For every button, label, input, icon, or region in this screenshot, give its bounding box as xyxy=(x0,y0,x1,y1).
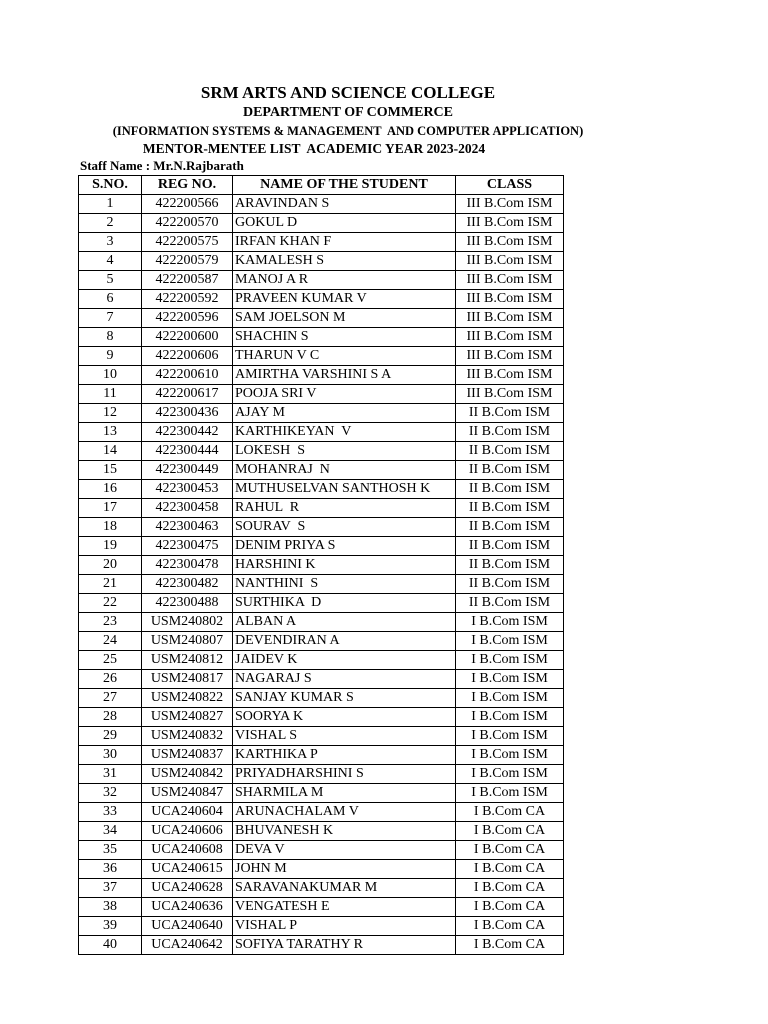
cell-class: I B.Com CA xyxy=(456,936,564,955)
table-row xyxy=(79,404,564,423)
cell-student-name: NANTHINI S xyxy=(233,575,456,594)
table-row xyxy=(79,689,564,708)
table-row xyxy=(79,423,564,442)
cell-student-name: BHUVANESH K xyxy=(233,822,456,841)
cell-class: I B.Com ISM xyxy=(456,708,564,727)
cell-class: III B.Com ISM xyxy=(456,309,564,328)
cell-student-name: AMIRTHA VARSHINI S A xyxy=(233,366,456,385)
cell-student-name: DEVENDIRAN A xyxy=(233,632,456,651)
cell-student-name: LOKESH S xyxy=(233,442,456,461)
cell-class: II B.Com ISM xyxy=(456,442,564,461)
cell-student-name: KAMALESH S xyxy=(233,252,456,271)
cell-student-name: SARAVANAKUMAR M xyxy=(233,879,456,898)
cell-class: I B.Com ISM xyxy=(456,746,564,765)
cell-class: I B.Com CA xyxy=(456,822,564,841)
cell-class: III B.Com ISM xyxy=(456,385,564,404)
cell-sno: 17 xyxy=(79,499,142,518)
table-header-row xyxy=(79,176,564,195)
cell-class: III B.Com ISM xyxy=(456,328,564,347)
cell-class: II B.Com ISM xyxy=(456,499,564,518)
table-row xyxy=(79,746,564,765)
cell-class: I B.Com ISM xyxy=(456,632,564,651)
cell-class: III B.Com ISM xyxy=(456,233,564,252)
cell-sno: 30 xyxy=(79,746,142,765)
table-row xyxy=(79,461,564,480)
cell-regno: 422300444 xyxy=(142,442,233,461)
cell-sno: 9 xyxy=(79,347,142,366)
cell-regno: USM240802 xyxy=(142,613,233,632)
table-row xyxy=(79,347,564,366)
column-header-regno: REG NO. xyxy=(142,176,233,195)
cell-class: I B.Com CA xyxy=(456,917,564,936)
cell-student-name: PRIYADHARSHINI S xyxy=(233,765,456,784)
table-row xyxy=(79,917,564,936)
college-title: SRM ARTS AND SCIENCE COLLEGE xyxy=(200,83,496,102)
cell-student-name: AJAY M xyxy=(233,404,456,423)
cell-class: I B.Com ISM xyxy=(456,613,564,632)
cell-sno: 29 xyxy=(79,727,142,746)
cell-sno: 10 xyxy=(79,366,142,385)
cell-sno: 6 xyxy=(79,290,142,309)
cell-class: I B.Com ISM xyxy=(456,727,564,746)
cell-regno: UCA240606 xyxy=(142,822,233,841)
cell-class: I B.Com ISM xyxy=(456,651,564,670)
cell-student-name: MANOJ A R xyxy=(233,271,456,290)
cell-sno: 28 xyxy=(79,708,142,727)
cell-sno: 31 xyxy=(79,765,142,784)
cell-sno: 27 xyxy=(79,689,142,708)
cell-sno: 35 xyxy=(79,841,142,860)
cell-class: III B.Com ISM xyxy=(456,214,564,233)
cell-sno: 40 xyxy=(79,936,142,955)
cell-sno: 16 xyxy=(79,480,142,499)
cell-sno: 39 xyxy=(79,917,142,936)
cell-sno: 36 xyxy=(79,860,142,879)
cell-class: I B.Com CA xyxy=(456,841,564,860)
cell-regno: USM240827 xyxy=(142,708,233,727)
table-row xyxy=(79,708,564,727)
staff-line xyxy=(80,158,244,174)
cell-class: I B.Com ISM xyxy=(456,689,564,708)
table-row xyxy=(79,879,564,898)
cell-regno: USM240837 xyxy=(142,746,233,765)
cell-student-name: SURTHIKA D xyxy=(233,594,456,613)
cell-regno: USM240807 xyxy=(142,632,233,651)
cell-student-name: ALBAN A xyxy=(233,613,456,632)
cell-student-name: DEVA V xyxy=(233,841,456,860)
cell-student-name: THARUN V C xyxy=(233,347,456,366)
cell-regno: 422200579 xyxy=(142,252,233,271)
cell-sno: 8 xyxy=(79,328,142,347)
table-row xyxy=(79,727,564,746)
cell-regno: UCA240640 xyxy=(142,917,233,936)
table-body xyxy=(79,195,564,955)
cell-sno: 7 xyxy=(79,309,142,328)
cell-student-name: HARSHINI K xyxy=(233,556,456,575)
table-row xyxy=(79,594,564,613)
cell-class: II B.Com ISM xyxy=(456,423,564,442)
cell-class: II B.Com ISM xyxy=(456,537,564,556)
cell-sno: 15 xyxy=(79,461,142,480)
cell-regno: 422300475 xyxy=(142,537,233,556)
column-header-sno: S.NO. xyxy=(79,176,142,195)
cell-student-name: IRFAN KHAN F xyxy=(233,233,456,252)
cell-student-name: KARTHIKEYAN V xyxy=(233,423,456,442)
table-row xyxy=(79,670,564,689)
table-row xyxy=(79,271,564,290)
cell-class: I B.Com ISM xyxy=(456,784,564,803)
table-row xyxy=(79,860,564,879)
cell-class: I B.Com ISM xyxy=(456,670,564,689)
cell-class: II B.Com ISM xyxy=(456,575,564,594)
cell-regno: UCA240604 xyxy=(142,803,233,822)
cell-student-name: DENIM PRIYA S xyxy=(233,537,456,556)
cell-regno: 422200592 xyxy=(142,290,233,309)
cell-regno: UCA240615 xyxy=(142,860,233,879)
list-title: MENTOR-MENTEE LIST ACADEMIC YEAR 2023-2024 xyxy=(142,141,486,156)
cell-class: I B.Com CA xyxy=(456,898,564,917)
table-row xyxy=(79,556,564,575)
cell-class: II B.Com ISM xyxy=(456,480,564,499)
cell-sno: 25 xyxy=(79,651,142,670)
cell-regno: USM240822 xyxy=(142,689,233,708)
cell-regno: 422300463 xyxy=(142,518,233,537)
table-row xyxy=(79,233,564,252)
cell-regno: 422200587 xyxy=(142,271,233,290)
cell-regno: 422200596 xyxy=(142,309,233,328)
cell-student-name: SOFIYA TARATHY R xyxy=(233,936,456,955)
cell-regno: 422200566 xyxy=(142,195,233,214)
cell-regno: UCA240608 xyxy=(142,841,233,860)
cell-sno: 13 xyxy=(79,423,142,442)
cell-student-name: NAGARAJ S xyxy=(233,670,456,689)
cell-sno: 12 xyxy=(79,404,142,423)
cell-regno: UCA240642 xyxy=(142,936,233,955)
cell-sno: 20 xyxy=(79,556,142,575)
cell-student-name: KARTHIKA P xyxy=(233,746,456,765)
cell-student-name: VISHAL P xyxy=(233,917,456,936)
cell-class: II B.Com ISM xyxy=(456,594,564,613)
cell-sno: 19 xyxy=(79,537,142,556)
table-row xyxy=(79,385,564,404)
cell-student-name: JOHN M xyxy=(233,860,456,879)
cell-sno: 22 xyxy=(79,594,142,613)
cell-regno: 422300449 xyxy=(142,461,233,480)
column-header-class: CLASS xyxy=(456,176,564,195)
cell-regno: 422200575 xyxy=(142,233,233,252)
cell-student-name: SOURAV S xyxy=(233,518,456,537)
table-row xyxy=(79,765,564,784)
cell-student-name: RAHUL R xyxy=(233,499,456,518)
cell-student-name: SANJAY KUMAR S xyxy=(233,689,456,708)
cell-regno: 422300442 xyxy=(142,423,233,442)
cell-regno: USM240817 xyxy=(142,670,233,689)
cell-regno: 422300488 xyxy=(142,594,233,613)
cell-sno: 4 xyxy=(79,252,142,271)
cell-student-name: SAM JOELSON M xyxy=(233,309,456,328)
cell-student-name: MOHANRAJ N xyxy=(233,461,456,480)
cell-class: III B.Com ISM xyxy=(456,271,564,290)
table-row xyxy=(79,309,564,328)
cell-class: II B.Com ISM xyxy=(456,556,564,575)
cell-student-name: VISHAL S xyxy=(233,727,456,746)
cell-sno: 38 xyxy=(79,898,142,917)
cell-student-name: ARUNACHALAM V xyxy=(233,803,456,822)
cell-student-name: GOKUL D xyxy=(233,214,456,233)
cell-regno: 422300453 xyxy=(142,480,233,499)
table-row xyxy=(79,442,564,461)
cell-regno: 422200610 xyxy=(142,366,233,385)
table-row xyxy=(79,575,564,594)
cell-regno: 422300458 xyxy=(142,499,233,518)
cell-student-name: MUTHUSELVAN SANTHOSH K xyxy=(233,480,456,499)
cell-regno: 422300482 xyxy=(142,575,233,594)
cell-regno: 422200600 xyxy=(142,328,233,347)
cell-sno: 11 xyxy=(79,385,142,404)
mentee-table xyxy=(78,175,564,955)
cell-class: II B.Com ISM xyxy=(456,518,564,537)
table-row xyxy=(79,822,564,841)
cell-regno: USM240842 xyxy=(142,765,233,784)
table-row xyxy=(79,632,564,651)
cell-regno: 422200606 xyxy=(142,347,233,366)
cell-class: II B.Com ISM xyxy=(456,404,564,423)
table-row xyxy=(79,518,564,537)
table-row xyxy=(79,936,564,955)
cell-class: III B.Com ISM xyxy=(456,290,564,309)
cell-sno: 18 xyxy=(79,518,142,537)
table-row xyxy=(79,499,564,518)
cell-sno: 21 xyxy=(79,575,142,594)
cell-sno: 2 xyxy=(79,214,142,233)
cell-regno: 422200570 xyxy=(142,214,233,233)
cell-class: III B.Com ISM xyxy=(456,195,564,214)
cell-class: III B.Com ISM xyxy=(456,347,564,366)
table-row xyxy=(79,784,564,803)
cell-student-name: JAIDEV K xyxy=(233,651,456,670)
cell-regno: UCA240628 xyxy=(142,879,233,898)
staff-label: Staff Name : xyxy=(80,158,151,173)
cell-class: II B.Com ISM xyxy=(456,461,564,480)
cell-sno: 33 xyxy=(79,803,142,822)
cell-class: III B.Com ISM xyxy=(456,366,564,385)
table-row xyxy=(79,803,564,822)
table-row xyxy=(79,328,564,347)
table-row xyxy=(79,898,564,917)
cell-class: I B.Com CA xyxy=(456,860,564,879)
table-row xyxy=(79,214,564,233)
cell-regno: USM240847 xyxy=(142,784,233,803)
cell-sno: 23 xyxy=(79,613,142,632)
cell-student-name: SHACHIN S xyxy=(233,328,456,347)
cell-student-name: ARAVINDAN S xyxy=(233,195,456,214)
department-title: DEPARTMENT OF COMMERCE xyxy=(242,105,454,120)
table-row xyxy=(79,366,564,385)
cell-sno: 26 xyxy=(79,670,142,689)
cell-sno: 1 xyxy=(79,195,142,214)
cell-student-name: SHARMILA M xyxy=(233,784,456,803)
cell-regno: 422300478 xyxy=(142,556,233,575)
department-subtitle: (INFORMATION SYSTEMS & MANAGEMENT AND COMPUTER APPLICATION) xyxy=(112,124,584,138)
table-row xyxy=(79,841,564,860)
column-header-name: NAME OF THE STUDENT xyxy=(233,176,456,195)
table-row xyxy=(79,195,564,214)
cell-student-name: SOORYA K xyxy=(233,708,456,727)
cell-student-name: VENGATESH E xyxy=(233,898,456,917)
cell-regno: 422200617 xyxy=(142,385,233,404)
cell-class: III B.Com ISM xyxy=(456,252,564,271)
table-row xyxy=(79,537,564,556)
table-row xyxy=(79,480,564,499)
table-row xyxy=(79,252,564,271)
cell-student-name: POOJA SRI V xyxy=(233,385,456,404)
cell-regno: USM240812 xyxy=(142,651,233,670)
cell-sno: 37 xyxy=(79,879,142,898)
cell-class: I B.Com CA xyxy=(456,879,564,898)
table-row xyxy=(79,613,564,632)
cell-sno: 5 xyxy=(79,271,142,290)
cell-regno: 422300436 xyxy=(142,404,233,423)
cell-class: I B.Com ISM xyxy=(456,765,564,784)
cell-regno: UCA240636 xyxy=(142,898,233,917)
table-row xyxy=(79,651,564,670)
table-row xyxy=(79,290,564,309)
cell-regno: USM240832 xyxy=(142,727,233,746)
staff-name: Mr.N.Rajbarath xyxy=(153,158,244,173)
cell-sno: 24 xyxy=(79,632,142,651)
cell-class: I B.Com CA xyxy=(456,803,564,822)
cell-student-name: PRAVEEN KUMAR V xyxy=(233,290,456,309)
cell-sno: 14 xyxy=(79,442,142,461)
cell-sno: 32 xyxy=(79,784,142,803)
cell-sno: 3 xyxy=(79,233,142,252)
cell-sno: 34 xyxy=(79,822,142,841)
